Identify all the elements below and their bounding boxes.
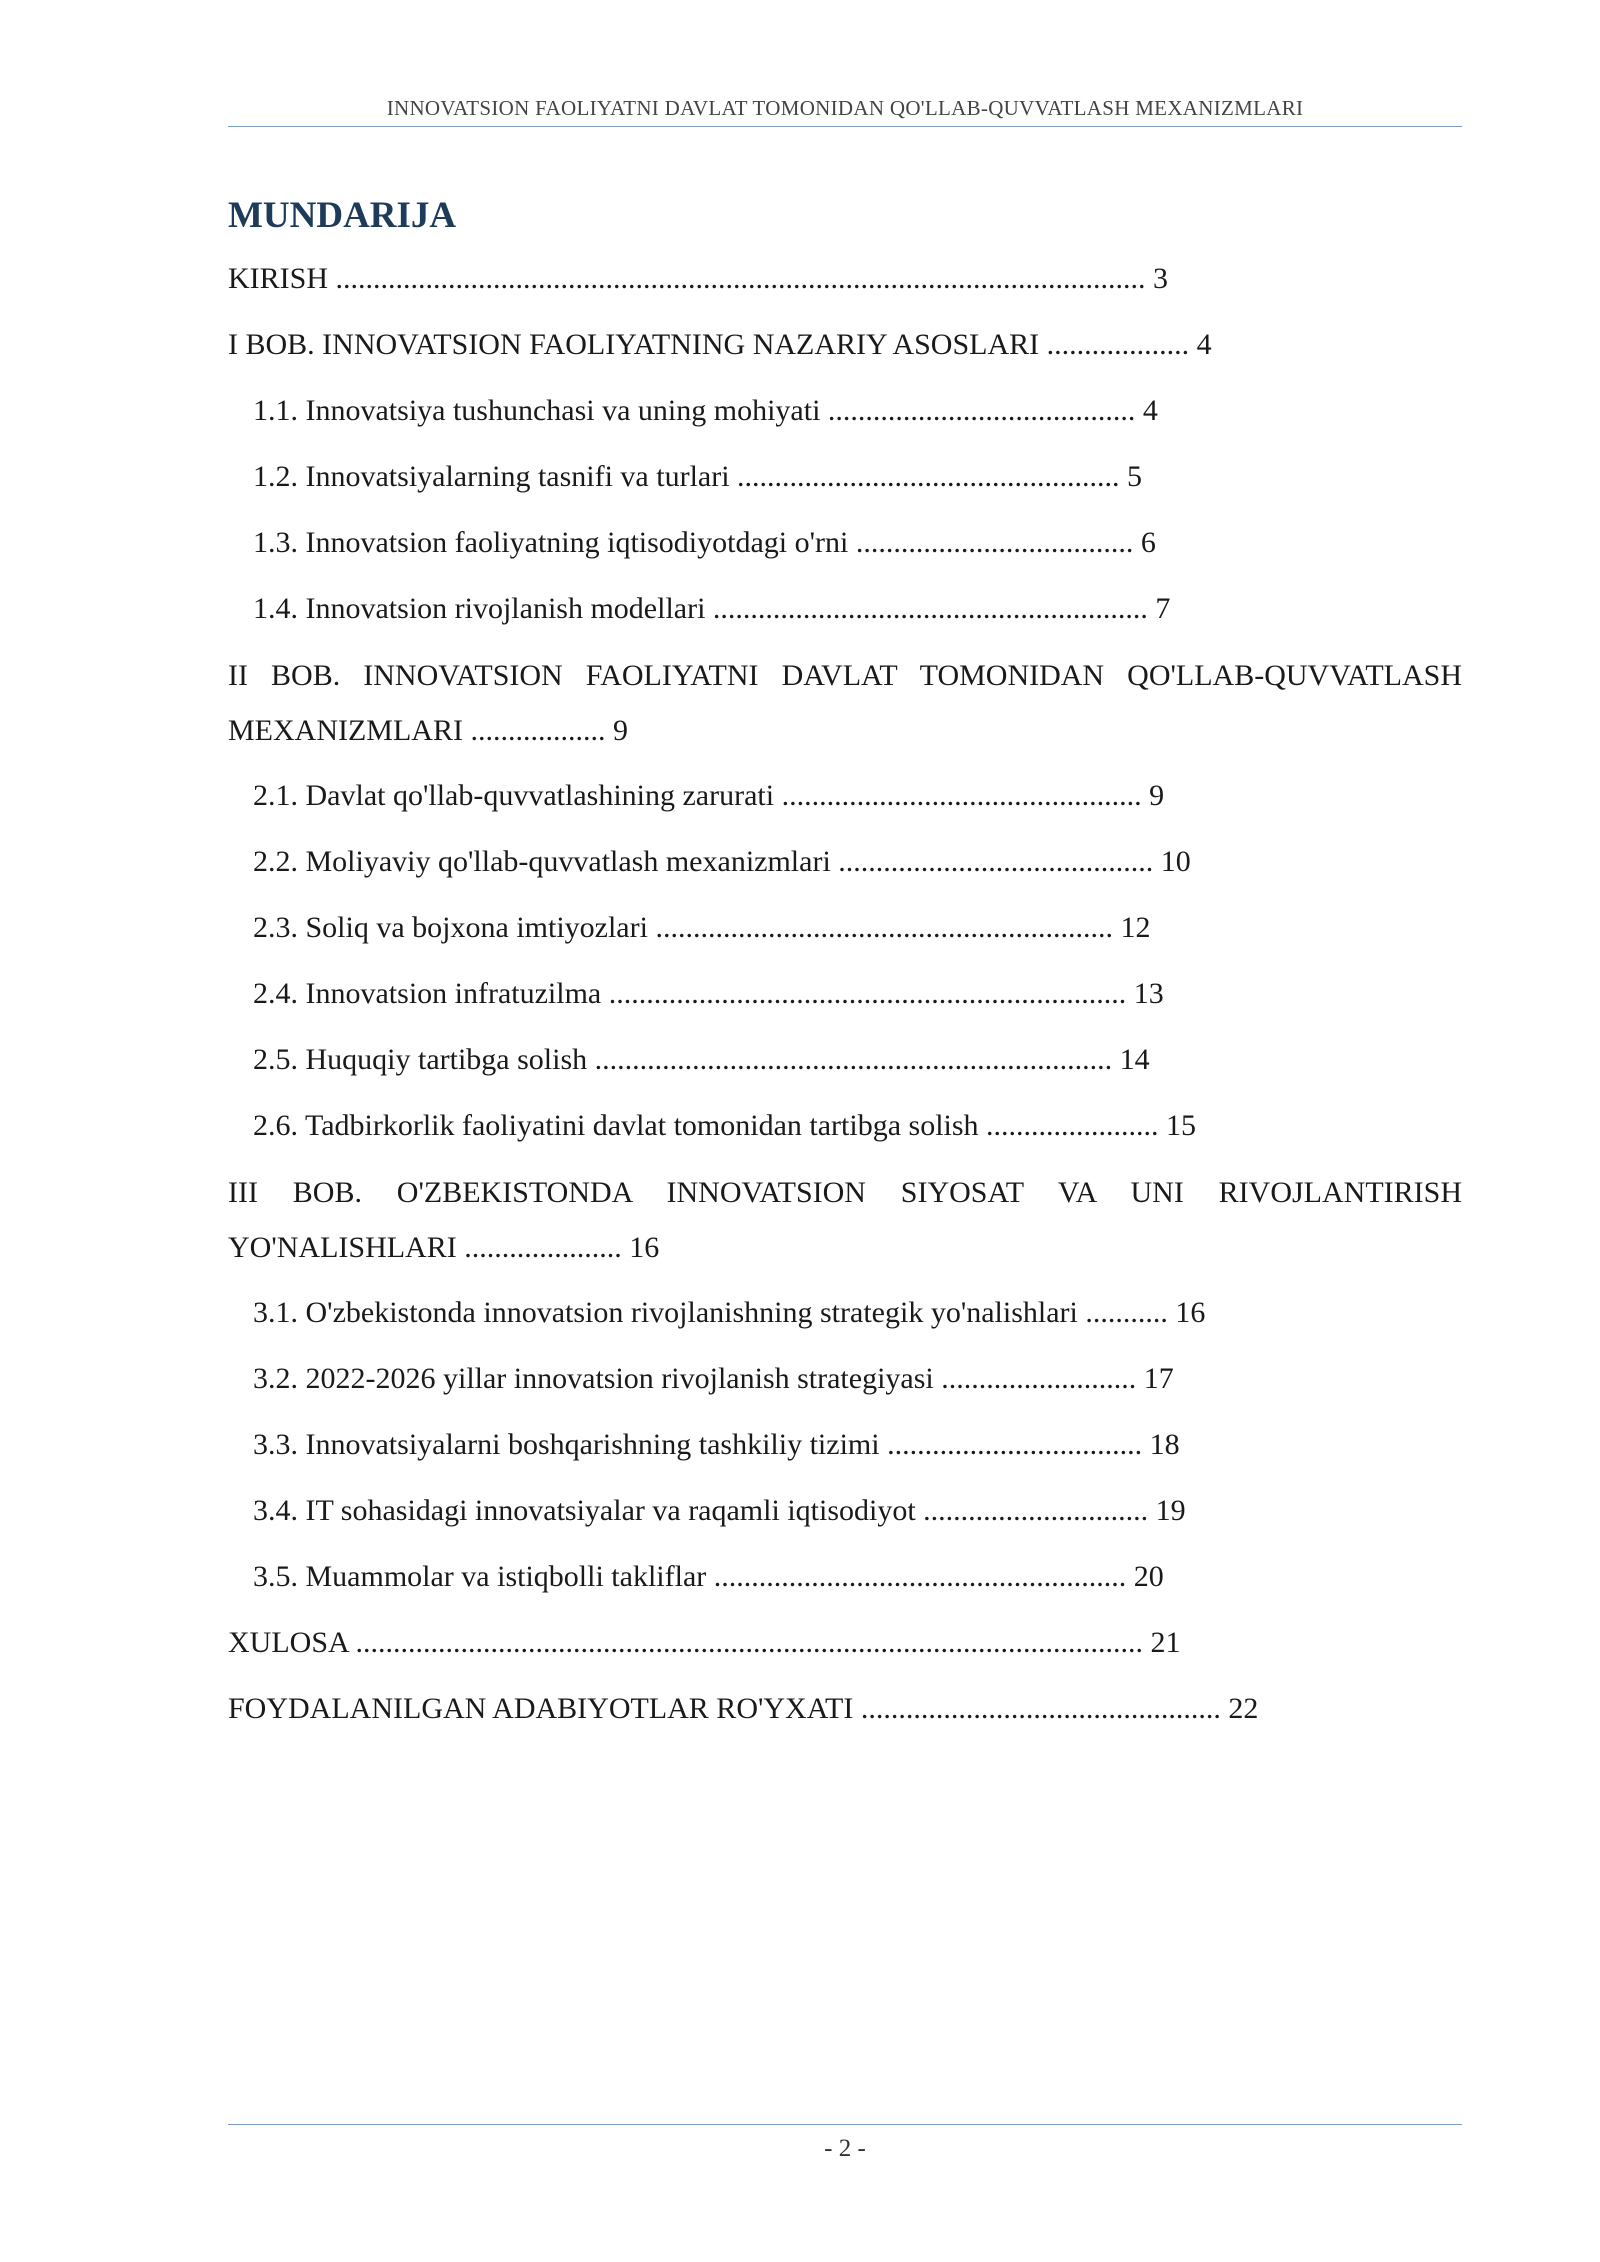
toc-entry-section-3-2[interactable]: 3.2. 2022-2026 yillar innovatsion rivojlanish strategiyasi .......................... 17 <box>253 1362 1174 1395</box>
running-header: INNOVATSION FAOLIYATNI DAVLAT TOMONIDAN QO'LLAB-QUVVATLASH MEXANIZMLARI <box>228 92 1462 127</box>
toc-entry-section-2-1[interactable]: 2.1. Davlat qo'llab-quvvatlashining zarurati ................................................ 9 <box>253 779 1165 812</box>
toc-entry-chapter-3[interactable]: III BOB. O'ZBEKISTONDA INNOVATSION SIYOSAT VA UNI RIVOJLANTIRISH YO'NALISHLARI ..................... 16 <box>228 1176 1462 1264</box>
toc-entry-section-2-4[interactable]: 2.4. Innovatsion infratuzilma ..................................................................... 13 <box>253 977 1164 1010</box>
toc-entry-section-3-5[interactable]: 3.5. Muammolar va istiqbolli takliflar ....................................................... 20 <box>253 1560 1164 1593</box>
toc-entry-section-2-6[interactable]: 2.6. Tadbirkorlik faoliyatini davlat tomonidan tartibga solish ....................... 15 <box>253 1109 1197 1142</box>
toc-entry-chapter-1[interactable]: I BOB. INNOVATSION FAOLIYATNING NAZARIY ASOSLARI ................... 4 <box>228 328 1212 361</box>
page-number: - 2 - <box>824 2135 866 2162</box>
toc-entry-chapter-2[interactable]: II BOB. INNOVATSION FAOLIYATNI DAVLAT TOMONIDAN QO'LLAB-QUVVATLASH MEXANIZMLARI .................. 9 <box>228 659 1462 747</box>
toc-entry-section-3-4[interactable]: 3.4. IT sohasidagi innovatsiyalar va raqamli iqtisodiyot .............................. 19 <box>253 1494 1186 1527</box>
toc-entry-section-1-3[interactable]: 1.3. Innovatsion faoliyatning iqtisodiyotdagi o'rni ..................................... 6 <box>253 526 1156 559</box>
toc-entry-introduction[interactable]: KIRISH ............................................................................................................ 3 <box>228 262 1169 295</box>
table-of-contents <box>228 252 1462 1748</box>
toc-entry-section-2-2[interactable]: 2.2. Moliyaviy qo'llab-quvvatlash mexanizmlari .......................................... 10 <box>253 845 1191 878</box>
toc-entry-section-3-1[interactable]: 3.1. O'zbekistonda innovatsion rivojlanishning strategik yo'nalishlari ........... 16 <box>253 1296 1206 1329</box>
toc-entry-section-3-3[interactable]: 3.3. Innovatsiyalarni boshqarishning tashkiliy tizimi .................................. 18 <box>253 1428 1180 1461</box>
toc-entry-section-1-1[interactable]: 1.1. Innovatsiya tushunchasi va uning mohiyati ......................................... 4 <box>253 394 1158 427</box>
toc-title: MUNDARIJA <box>228 195 457 236</box>
page-footer <box>228 2124 1462 2163</box>
toc-entry-section-1-2[interactable]: 1.2. Innovatsiyalarning tasnifi va turlari ................................................... 5 <box>253 460 1143 493</box>
toc-entry-section-2-3[interactable]: 2.3. Soliq va bojxona imtiyozlari ............................................................. 12 <box>253 911 1151 944</box>
toc-entry-conclusion[interactable]: XULOSA ......................................................................................................... 21 <box>228 1626 1181 1659</box>
toc-entry-section-1-4[interactable]: 1.4. Innovatsion rivojlanish modellari .......................................................... 7 <box>253 592 1171 625</box>
toc-entry-references[interactable]: FOYDALANILGAN ADABIYOTLAR RO'YXATI ................................................ 22 <box>228 1692 1259 1725</box>
toc-entry-section-2-5[interactable]: 2.5. Huquqiy tartibga solish ..................................................................... 14 <box>253 1043 1150 1076</box>
